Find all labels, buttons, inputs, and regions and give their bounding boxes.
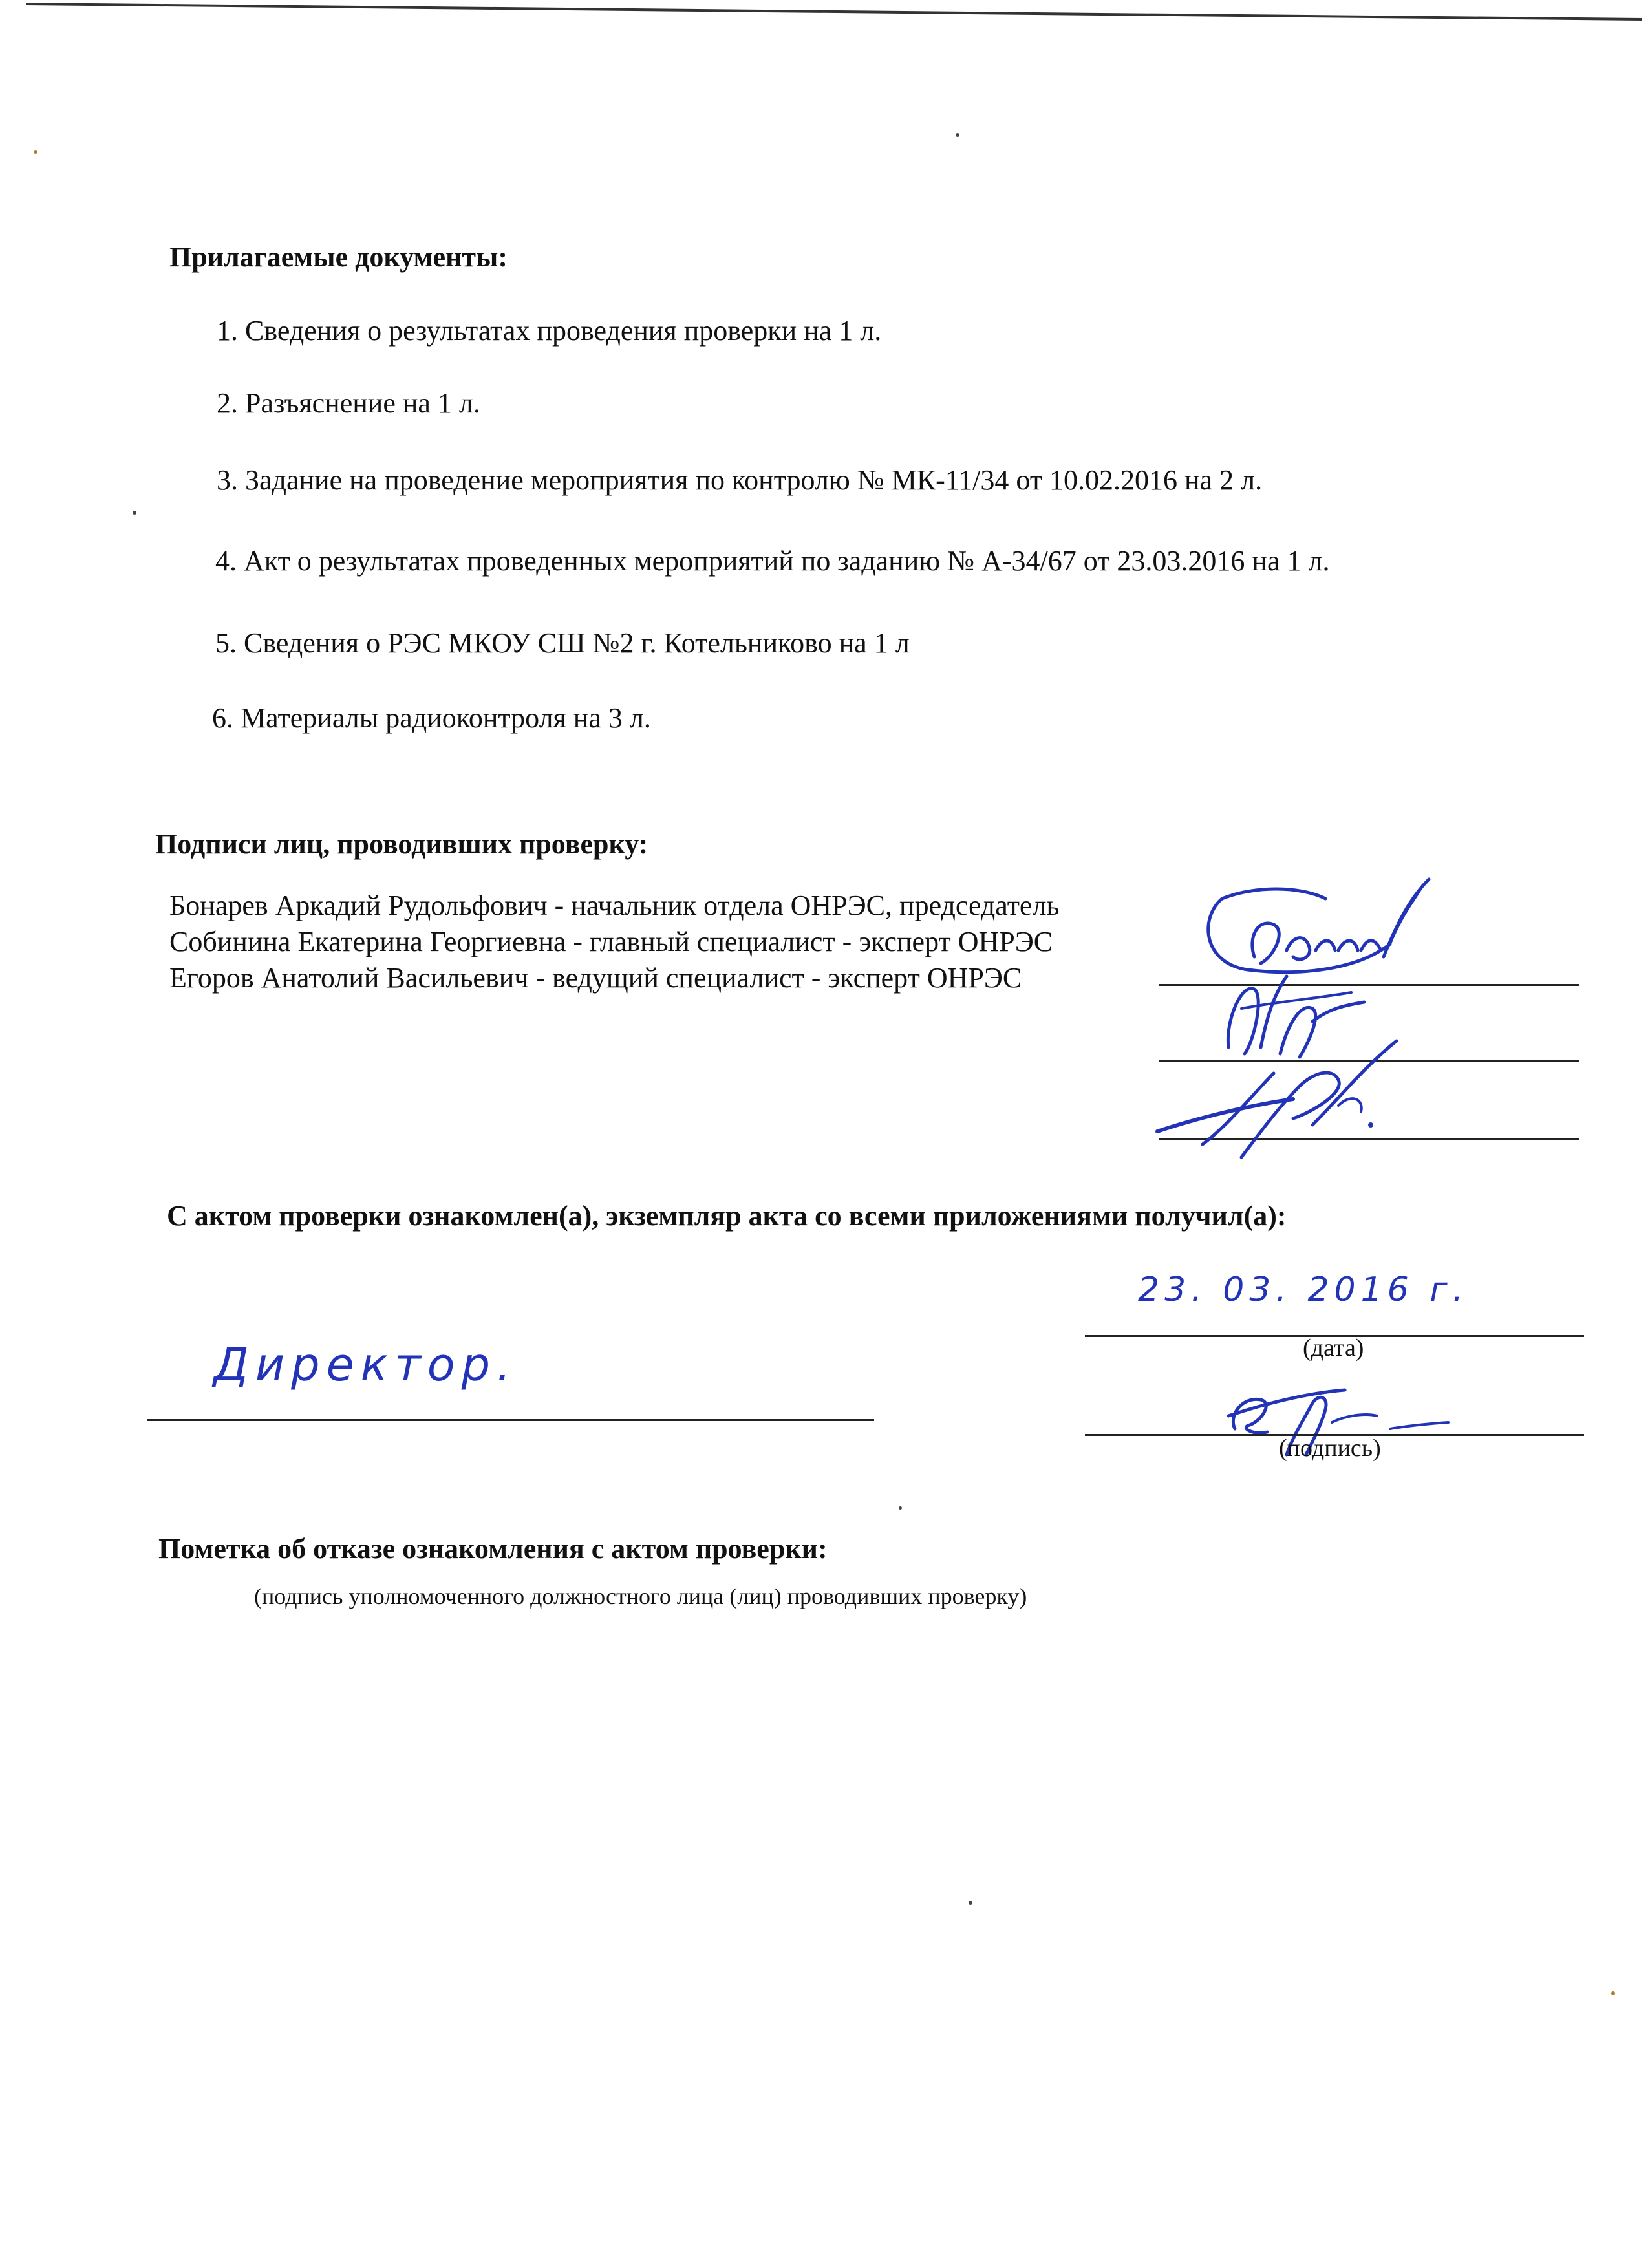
acknowledgement-heading: С актом проверки ознакомлен(а), экземпляр акта со всеми приложениями получил(а): — [167, 1200, 1287, 1232]
handwritten-position: Директор. — [213, 1338, 518, 1391]
scan-speck — [133, 511, 136, 515]
refusal-heading: Пометка об отказе ознакомления с актом проверки: — [158, 1533, 828, 1565]
handwritten-date: 23. 03. 2016 г. — [1138, 1270, 1469, 1309]
attachment-item-4: 4. Акт о результатах проведенных мероприятий по заданию № А-34/67 от 23.03.2016 на 1 л. — [215, 545, 1330, 577]
date-caption: (дата) — [1303, 1334, 1364, 1362]
inspector-2: Собинина Екатерина Георгиевна - главный специалист - эксперт ОНРЭС — [169, 926, 1053, 957]
inspectors-heading: Подписи лиц, проводивших проверку: — [155, 828, 648, 860]
attachment-item-2: 2. Разъяснение на 1 л. — [217, 387, 480, 419]
scan-top-edge — [0, 0, 1650, 26]
inspector-3-signature — [1144, 1028, 1429, 1170]
inspectors-list — [169, 888, 1133, 996]
scan-speck — [34, 150, 38, 154]
scan-speck — [956, 133, 959, 137]
scan-speck — [899, 1506, 902, 1510]
position-line — [147, 1419, 874, 1421]
attachment-item-5: 5. Сведения о РЭС МКОУ СШ №2 г. Котельниково на 1 л — [215, 627, 910, 659]
inspector-3: Егоров Анатолий Васильевич - ведущий специалист - эксперт ОНРЭС — [169, 962, 1022, 994]
attachment-item-3: 3. Задание на проведение мероприятия по контролю № МК-11/34 от 10.02.2016 на 2 л. — [217, 464, 1263, 496]
scan-speck — [969, 1901, 972, 1905]
signature-caption: (подпись) — [1279, 1435, 1381, 1462]
attachment-item-1: 1. Сведения о результатах проведения проверки на 1 л. — [217, 315, 882, 347]
attachment-item-6: 6. Материалы радиоконтроля на 3 л. — [212, 702, 651, 734]
scan-speck — [1611, 1991, 1615, 1995]
refusal-note: (подпись уполномоченного должностного лица (лиц) проводивших проверку) — [254, 1583, 1027, 1609]
attachments-heading: Прилагаемые документы: — [169, 241, 508, 273]
inspector-1: Бонарев Аркадий Рудольфович - начальник отдела ОНРЭС, председатель — [169, 890, 1060, 921]
